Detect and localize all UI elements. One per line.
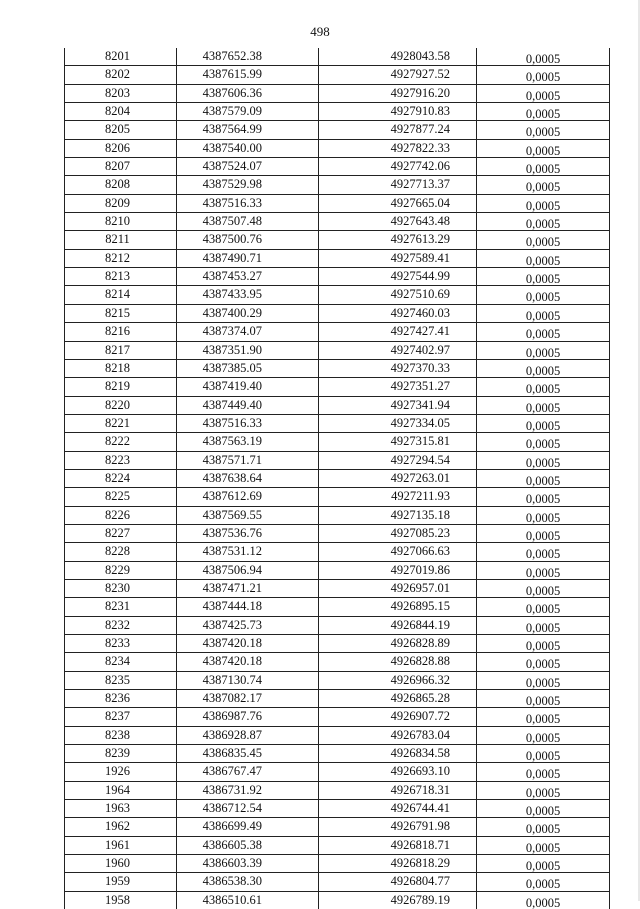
x-coordinate-cell: 4387500.76 [176,231,318,248]
x-coordinate-cell: 4386603.39 [176,855,318,872]
tolerance-cell: 0,0005 [476,158,610,175]
y-coordinate-cell: 4927211.93 [318,488,476,505]
tolerance-cell: 0,0005 [476,653,610,670]
tolerance-cell: 0,0005 [476,195,610,212]
tolerance-cell: 0,0005 [476,543,610,560]
x-coordinate-cell: 4387449.40 [176,397,318,414]
y-coordinate-cell: 4927263.01 [318,470,476,487]
table-row [64,707,610,725]
x-coordinate-cell: 4386767.47 [176,763,318,780]
tolerance-cell: 0,0005 [476,672,610,689]
x-coordinate-cell: 4387540.00 [176,140,318,157]
point-number-cell: 8206 [64,140,176,157]
tolerance-cell: 0,0005 [476,397,610,414]
point-number-cell: 8222 [64,433,176,450]
point-number-cell: 8228 [64,543,176,560]
table-row [64,487,610,505]
tolerance-cell: 0,0005 [476,323,610,340]
tolerance-cell: 0,0005 [476,635,610,652]
x-coordinate-cell: 4387638.64 [176,470,318,487]
point-number-cell: 1962 [64,818,176,835]
table-row [64,542,610,560]
y-coordinate-cell: 4927589.41 [318,250,476,267]
point-number-cell: 8227 [64,525,176,542]
x-coordinate-cell: 4386928.87 [176,727,318,744]
y-coordinate-cell: 4926791.98 [318,818,476,835]
x-coordinate-cell: 4387433.95 [176,286,318,303]
tolerance-cell: 0,0005 [476,231,610,248]
y-coordinate-cell: 4927643.48 [318,213,476,230]
x-coordinate-cell: 4387606.36 [176,85,318,102]
x-coordinate-cell: 4387652.38 [176,48,318,65]
point-number-cell: 8223 [64,452,176,469]
point-number-cell: 8226 [64,507,176,524]
y-coordinate-cell: 4926818.71 [318,837,476,854]
table-row [64,616,610,634]
point-number-cell: 1961 [64,837,176,854]
y-coordinate-cell: 4927334.05 [318,415,476,432]
point-number-cell: 8229 [64,562,176,579]
point-number-cell: 8219 [64,378,176,395]
y-coordinate-cell: 4926789.19 [318,892,476,909]
table-row [64,671,610,689]
x-coordinate-cell: 4387490.71 [176,250,318,267]
table-row [64,432,610,450]
x-coordinate-cell: 4387571.71 [176,452,318,469]
y-coordinate-cell: 4926844.19 [318,617,476,634]
y-coordinate-cell: 4927315.81 [318,433,476,450]
table-row [64,414,610,432]
x-coordinate-cell: 4387374.07 [176,323,318,340]
tolerance-cell: 0,0005 [476,708,610,725]
tolerance-cell: 0,0005 [476,85,610,102]
table-row [64,506,610,524]
tolerance-cell: 0,0005 [476,782,610,799]
y-coordinate-cell: 4926818.29 [318,855,476,872]
point-number-cell: 1960 [64,855,176,872]
tolerance-cell: 0,0005 [476,213,610,230]
point-number-cell: 8235 [64,672,176,689]
table-row [64,230,610,248]
x-coordinate-cell: 4387536.76 [176,525,318,542]
tolerance-cell: 0,0005 [476,873,610,890]
table-row [64,341,610,359]
point-number-cell: 8215 [64,305,176,322]
x-coordinate-cell: 4387615.99 [176,66,318,83]
table-row [64,48,610,65]
y-coordinate-cell: 4927742.06 [318,158,476,175]
table-row [64,524,610,542]
y-coordinate-cell: 4927402.97 [318,342,476,359]
tolerance-cell: 0,0005 [476,268,610,285]
table-row [64,781,610,799]
x-coordinate-cell: 4387529.98 [176,176,318,193]
y-coordinate-cell: 4926828.89 [318,635,476,652]
point-number-cell: 8201 [64,48,176,65]
y-coordinate-cell: 4926957.01 [318,580,476,597]
x-coordinate-cell: 4387082.17 [176,690,318,707]
tolerance-cell: 0,0005 [476,690,610,707]
point-number-cell: 8225 [64,488,176,505]
y-coordinate-cell: 4926804.77 [318,873,476,890]
table-row [64,561,610,579]
x-coordinate-cell: 4387385.05 [176,360,318,377]
point-number-cell: 8224 [64,470,176,487]
x-coordinate-cell: 4386835.45 [176,745,318,762]
y-coordinate-cell: 4927910.83 [318,103,476,120]
table-row [64,872,610,890]
point-number-cell: 8217 [64,342,176,359]
table-row [64,304,610,322]
y-coordinate-cell: 4926895.15 [318,598,476,615]
table-row [64,359,610,377]
y-coordinate-cell: 4926828.88 [318,653,476,670]
x-coordinate-cell: 4387471.21 [176,580,318,597]
table-row [64,65,610,83]
y-coordinate-cell: 4927019.86 [318,562,476,579]
tolerance-cell: 0,0005 [476,855,610,872]
tolerance-cell: 0,0005 [476,415,610,432]
point-number-cell: 8214 [64,286,176,303]
x-coordinate-cell: 4387579.09 [176,103,318,120]
y-coordinate-cell: 4928043.58 [318,48,476,65]
x-coordinate-cell: 4386538.30 [176,873,318,890]
y-coordinate-cell: 4927927.52 [318,66,476,83]
table-row [64,377,610,395]
point-number-cell: 1959 [64,873,176,890]
tolerance-cell: 0,0005 [476,140,610,157]
y-coordinate-cell: 4927877.24 [318,121,476,138]
point-number-cell: 8220 [64,397,176,414]
x-coordinate-cell: 4387516.33 [176,195,318,212]
y-coordinate-cell: 4926966.32 [318,672,476,689]
y-coordinate-cell: 4927822.33 [318,140,476,157]
page-number: 498 [310,24,330,39]
tolerance-cell: 0,0005 [476,488,610,505]
tolerance-cell: 0,0005 [476,66,610,83]
table-row [64,194,610,212]
table-row [64,175,610,193]
tolerance-cell: 0,0005 [476,48,610,65]
y-coordinate-cell: 4927713.37 [318,176,476,193]
tolerance-cell: 0,0005 [476,433,610,450]
table-row [64,744,610,762]
point-number-cell: 8236 [64,690,176,707]
table-row [64,249,610,267]
point-number-cell: 8221 [64,415,176,432]
table-row [64,634,610,652]
y-coordinate-cell: 4926834.58 [318,745,476,762]
y-coordinate-cell: 4927341.94 [318,397,476,414]
x-coordinate-cell: 4387419.40 [176,378,318,395]
table-row [64,854,610,872]
point-number-cell: 8209 [64,195,176,212]
table-row [64,157,610,175]
tolerance-cell: 0,0005 [476,617,610,634]
x-coordinate-cell: 4387400.29 [176,305,318,322]
point-number-cell: 8216 [64,323,176,340]
x-coordinate-cell: 4386987.76 [176,708,318,725]
table-row [64,817,610,835]
y-coordinate-cell: 4926865.28 [318,690,476,707]
tolerance-cell: 0,0005 [476,580,610,597]
y-coordinate-cell: 4926783.04 [318,727,476,744]
point-number-cell: 8203 [64,85,176,102]
table-row [64,212,610,230]
point-number-cell: 8230 [64,580,176,597]
y-coordinate-cell: 4927460.03 [318,305,476,322]
x-coordinate-cell: 4387569.55 [176,507,318,524]
tolerance-cell: 0,0005 [476,342,610,359]
x-coordinate-cell: 4386510.61 [176,892,318,909]
table-row [64,322,610,340]
table-row [64,579,610,597]
y-coordinate-cell: 4927427.41 [318,323,476,340]
x-coordinate-cell: 4387507.48 [176,213,318,230]
tolerance-cell: 0,0005 [476,837,610,854]
x-coordinate-cell: 4387420.18 [176,635,318,652]
tolerance-cell: 0,0005 [476,360,610,377]
y-coordinate-cell: 4927510.69 [318,286,476,303]
x-coordinate-cell: 4386699.49 [176,818,318,835]
x-coordinate-cell: 4386605.38 [176,837,318,854]
table-row [64,102,610,120]
table-row [64,451,610,469]
coordinate-table [64,48,610,909]
y-coordinate-cell: 4926907.72 [318,708,476,725]
x-coordinate-cell: 4387351.90 [176,342,318,359]
x-coordinate-cell: 4387420.18 [176,653,318,670]
x-coordinate-cell: 4387612.69 [176,488,318,505]
point-number-cell: 8238 [64,727,176,744]
tolerance-cell: 0,0005 [476,818,610,835]
y-coordinate-cell: 4927916.20 [318,85,476,102]
point-number-cell: 8239 [64,745,176,762]
y-coordinate-cell: 4927665.04 [318,195,476,212]
table-row [64,597,610,615]
point-number-cell: 8204 [64,103,176,120]
table-row [64,891,610,909]
point-number-cell: 1926 [64,763,176,780]
tolerance-cell: 0,0005 [476,470,610,487]
point-number-cell: 8211 [64,231,176,248]
y-coordinate-cell: 4926693.10 [318,763,476,780]
table-row [64,285,610,303]
table-row [64,689,610,707]
table-row [64,836,610,854]
table-row [64,726,610,744]
point-number-cell: 1964 [64,782,176,799]
point-number-cell: 8210 [64,213,176,230]
table-row [64,799,610,817]
point-number-cell: 8233 [64,635,176,652]
y-coordinate-cell: 4927370.33 [318,360,476,377]
point-number-cell: 8208 [64,176,176,193]
table-row [64,652,610,670]
x-coordinate-cell: 4387524.07 [176,158,318,175]
x-coordinate-cell: 4387564.99 [176,121,318,138]
x-coordinate-cell: 4387506.94 [176,562,318,579]
point-number-cell: 8205 [64,121,176,138]
tolerance-cell: 0,0005 [476,763,610,780]
x-coordinate-cell: 4387563.19 [176,433,318,450]
tolerance-cell: 0,0005 [476,250,610,267]
point-number-cell: 8237 [64,708,176,725]
tolerance-cell: 0,0005 [476,286,610,303]
y-coordinate-cell: 4927294.54 [318,452,476,469]
x-coordinate-cell: 4386712.54 [176,800,318,817]
point-number-cell: 8212 [64,250,176,267]
y-coordinate-cell: 4927613.29 [318,231,476,248]
y-coordinate-cell: 4926718.31 [318,782,476,799]
table-row [64,396,610,414]
tolerance-cell: 0,0005 [476,598,610,615]
table-row [64,84,610,102]
tolerance-cell: 0,0005 [476,305,610,322]
y-coordinate-cell: 4927135.18 [318,507,476,524]
point-number-cell: 8231 [64,598,176,615]
y-coordinate-cell: 4927544.99 [318,268,476,285]
y-coordinate-cell: 4927351.27 [318,378,476,395]
point-number-cell: 8213 [64,268,176,285]
tolerance-cell: 0,0005 [476,378,610,395]
point-number-cell: 1958 [64,892,176,909]
x-coordinate-cell: 4386731.92 [176,782,318,799]
point-number-cell: 8234 [64,653,176,670]
x-coordinate-cell: 4387531.12 [176,543,318,560]
tolerance-cell: 0,0005 [476,452,610,469]
tolerance-cell: 0,0005 [476,562,610,579]
tolerance-cell: 0,0005 [476,121,610,138]
point-number-cell: 1963 [64,800,176,817]
point-number-cell: 8207 [64,158,176,175]
tolerance-cell: 0,0005 [476,507,610,524]
x-coordinate-cell: 4387130.74 [176,672,318,689]
x-coordinate-cell: 4387444.18 [176,598,318,615]
point-number-cell: 8232 [64,617,176,634]
table-row [64,762,610,780]
y-coordinate-cell: 4927085.23 [318,525,476,542]
point-number-cell: 8218 [64,360,176,377]
tolerance-cell: 0,0005 [476,800,610,817]
tolerance-cell: 0,0005 [476,727,610,744]
tolerance-cell: 0,0005 [476,103,610,120]
table-row [64,469,610,487]
table-row [64,139,610,157]
point-number-cell: 8202 [64,66,176,83]
tolerance-cell: 0,0005 [476,745,610,762]
table-row [64,267,610,285]
y-coordinate-cell: 4926744.41 [318,800,476,817]
y-coordinate-cell: 4927066.63 [318,543,476,560]
tolerance-cell: 0,0005 [476,176,610,193]
x-coordinate-cell: 4387516.33 [176,415,318,432]
x-coordinate-cell: 4387453.27 [176,268,318,285]
tolerance-cell: 0,0005 [476,525,610,542]
table-row [64,120,610,138]
tolerance-cell: 0,0005 [476,892,610,909]
x-coordinate-cell: 4387425.73 [176,617,318,634]
